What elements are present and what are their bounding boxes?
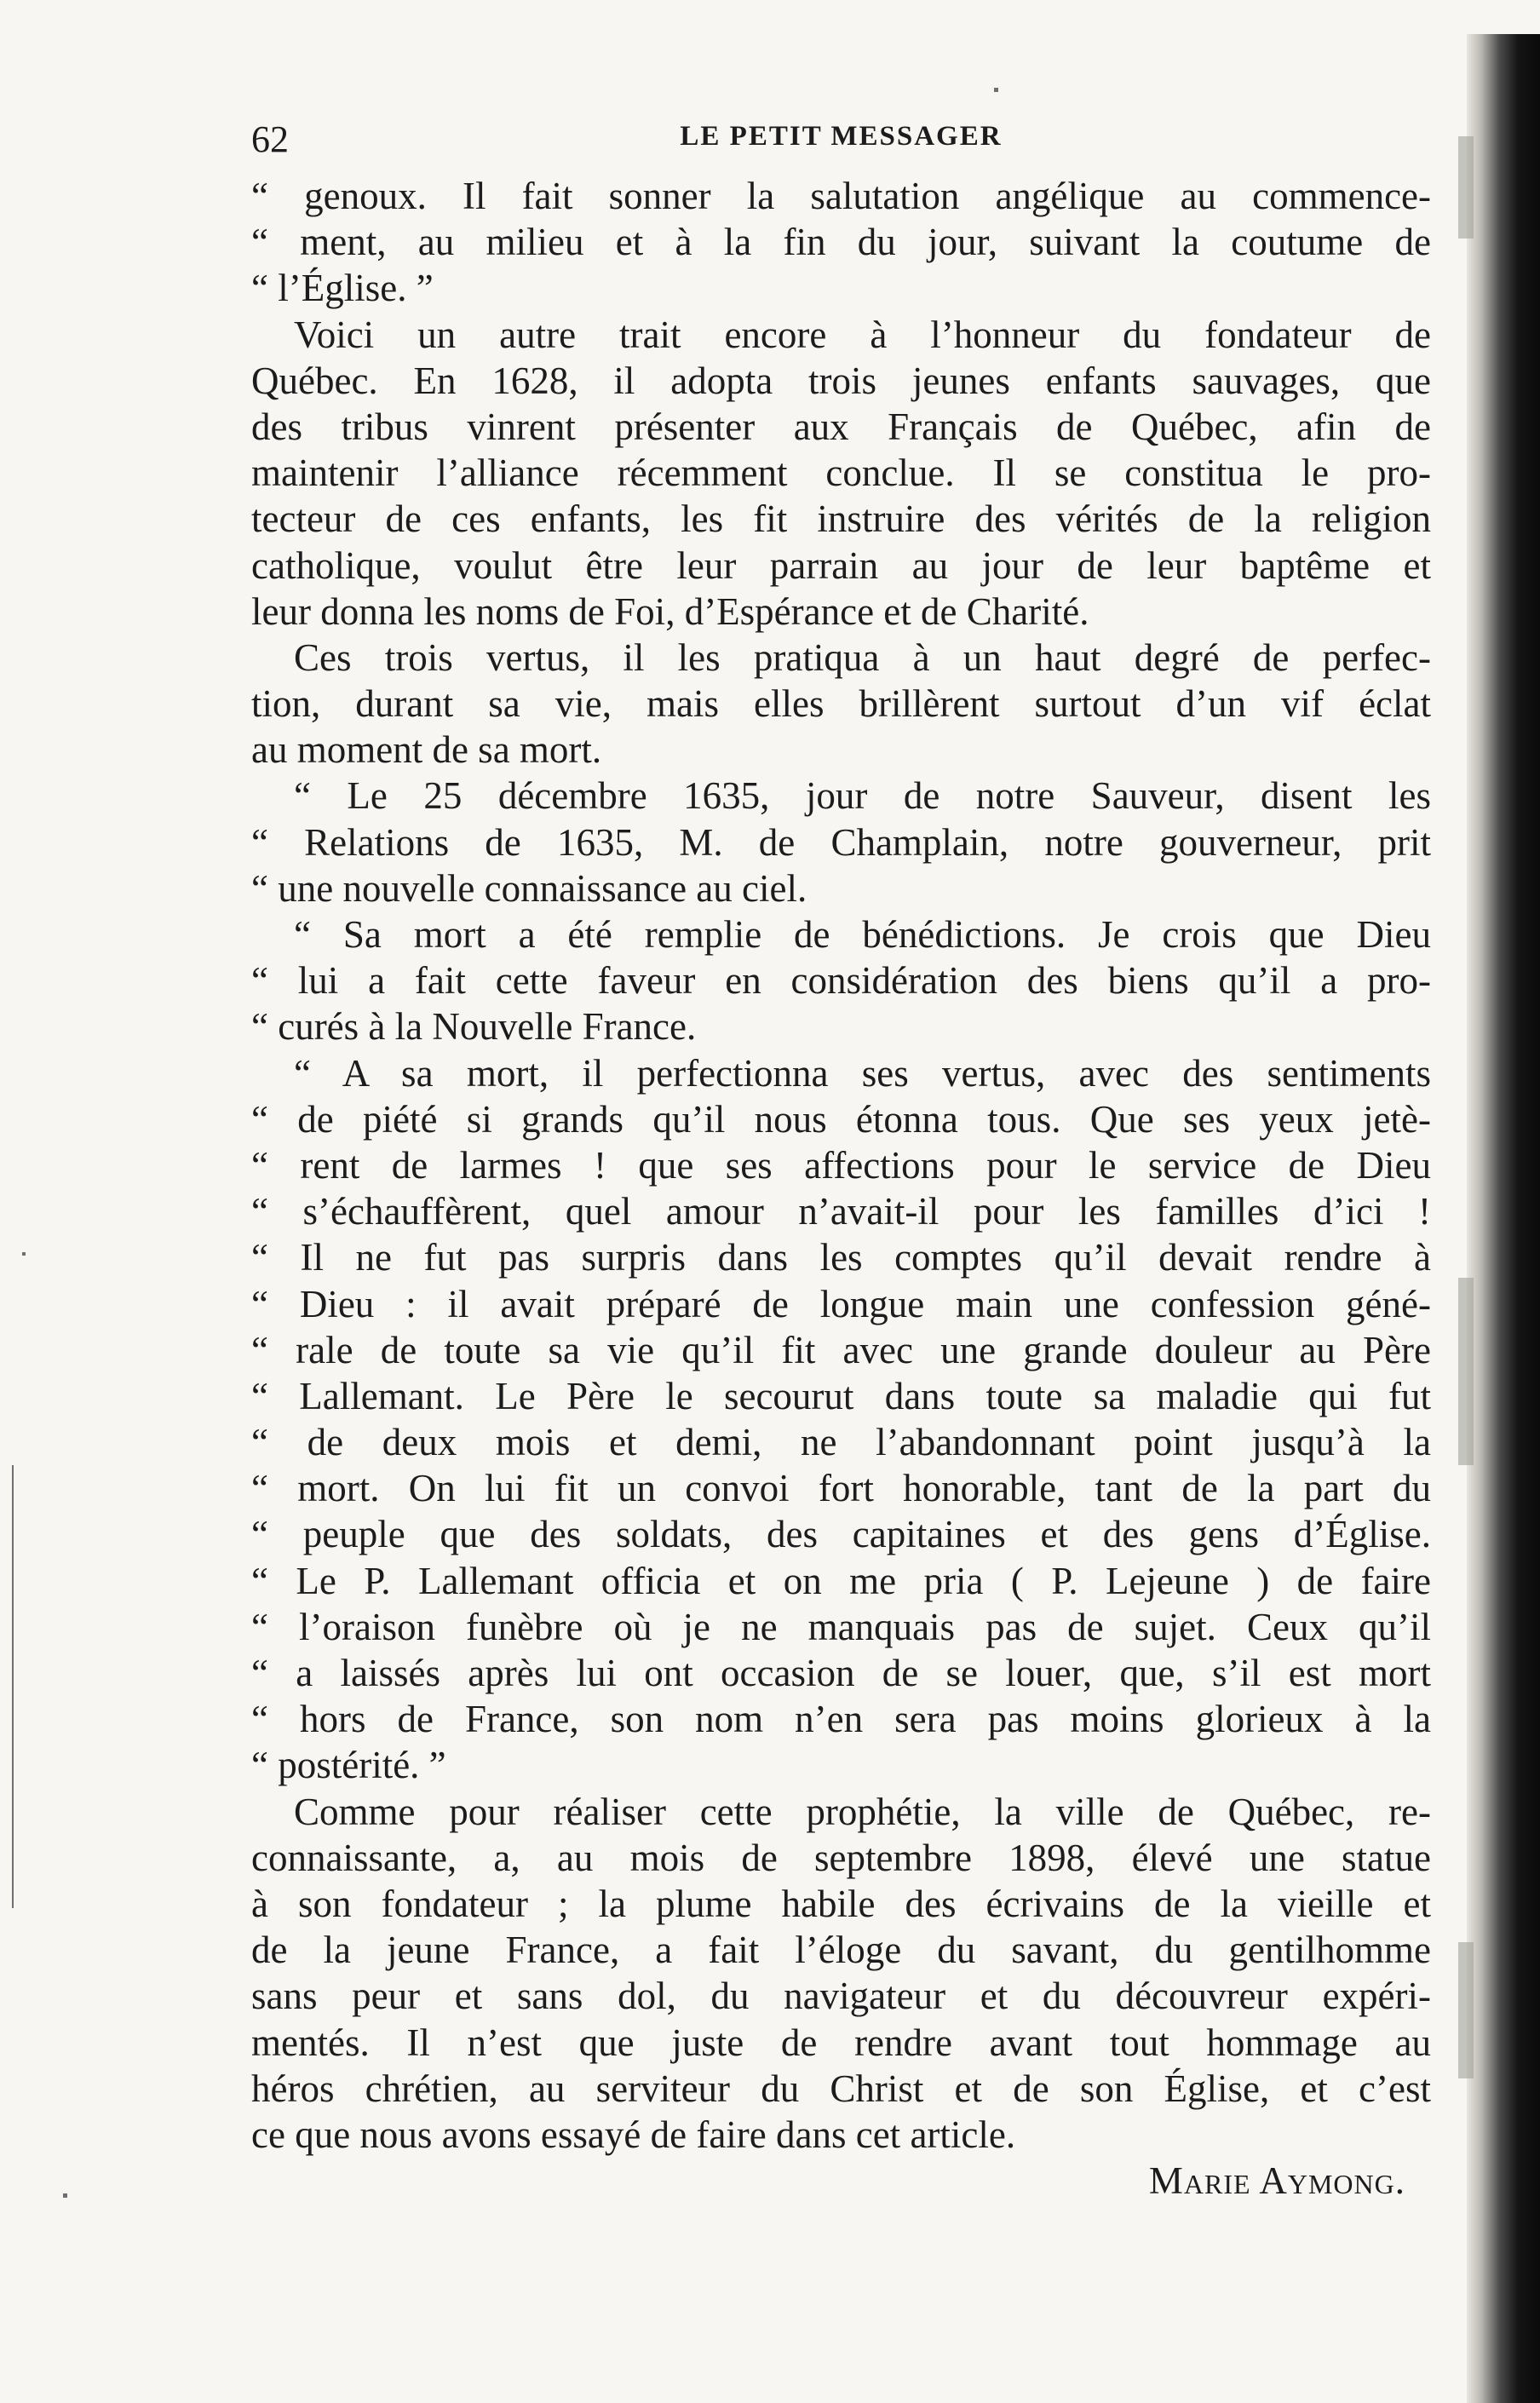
text-line-32: “ l’oraison funèbre où je ne manquais pas de sujet. Ceux qu’il <box>251 1605 1431 1648</box>
text-line-26: “ rale de toute sa vie qu’il fit avec une grande douleur au Père <box>251 1328 1431 1371</box>
text-line-16: “ une nouvelle connaissance au ciel. <box>251 866 807 910</box>
text-line-23: “ s’échauffèrent, quel amour n’avait-il pour les familles d’ici ! <box>251 1190 1431 1233</box>
margin-mark <box>22 1252 26 1256</box>
text-line-7: maintenir l’alliance récemment conclue. Il se constitua le pro- <box>251 451 1431 495</box>
text-line-8: tecteur de ces enfants, les fit instruire des vérités de la religion <box>251 497 1431 541</box>
text-line-17: “ Sa mort a été remplie de bénédictions. Je crois que Dieu <box>294 913 1431 956</box>
text-line-31: “ Le P. Lallemant officia et on me pria ( P. Lejeune ) de faire <box>251 1559 1431 1602</box>
text-line-25: “ Dieu : il avait préparé de longue main une confession géné- <box>251 1282 1431 1325</box>
margin-mark <box>994 88 998 92</box>
running-title: LE PETIT MESSAGER <box>680 121 1003 152</box>
edge-speck <box>1458 136 1474 239</box>
text-line-13: au moment de sa mort. <box>251 728 602 772</box>
text-line-2: “ ment, au milieu et à la fin du jour, suivant la coutume de <box>251 221 1431 264</box>
text-line-36: Comme pour réaliser cette prophétie, la ville de Québec, re- <box>294 1790 1431 1833</box>
text-line-40: sans peur et sans dol, du navigateur et du découvreur expéri- <box>251 1975 1431 2018</box>
text-line-22: “ rent de larmes ! que ses affections pour le service de Dieu <box>251 1143 1431 1187</box>
text-line-6: des tribus vinrent présenter aux Français de Québec, afin de <box>251 405 1431 448</box>
page-header <box>251 118 1431 160</box>
body-text <box>251 173 1431 2204</box>
margin-mark <box>63 2193 67 2198</box>
text-line-42: héros chrétien, au serviteur du Christ et de son Église, et c’est <box>251 2067 1431 2110</box>
text-line-33: “ a laissés après lui ont occasion de se louer, que, s’il est mort <box>251 1652 1431 1694</box>
text-line-35: “ postérité. ” <box>251 1744 446 1787</box>
text-line-28: “ de deux mois et demi, ne l’abandonnant point jusqu’à la <box>251 1421 1431 1464</box>
edge-speck <box>1458 1942 1474 2078</box>
text-line-24: “ Il ne fut pas surpris dans les comptes qu’il devait rendre à <box>251 1236 1431 1279</box>
text-line-12: tion, durant sa vie, mais elles brillèrent surtout d’un vif éclat <box>251 682 1431 726</box>
page-edge-shadow <box>1467 34 1540 2403</box>
text-line-14: “ Le 25 décembre 1635, jour de notre Sauveur, disent les <box>294 774 1431 818</box>
margin-mark <box>12 1465 14 1908</box>
text-line-11: Ces trois vertus, il les pratiqua à un haut degré de perfec- <box>294 635 1431 679</box>
text-line-15: “ Relations de 1635, M. de Champlain, notre gouverneur, prit <box>251 820 1431 864</box>
text-line-37: connaissante, a, au mois de septembre 1898, élevé une statue <box>251 1836 1431 1879</box>
text-line-19: “ curés à la Nouvelle France. <box>251 1005 697 1049</box>
text-line-20: “ A sa mort, il perfectionna ses vertus, avec des sentiments <box>294 1051 1431 1095</box>
text-line-18: “ lui a fait cette faveur en considération des biens qu’il a pro- <box>251 959 1431 1003</box>
text-line-21: “ de piété si grands qu’il nous étonna tous. Que ses yeux jetè- <box>251 1097 1431 1141</box>
text-line-5: Québec. En 1628, il adopta trois jeunes enfants sauvages, que <box>251 359 1431 402</box>
text-line-9: catholique, voulut être leur parrain au jour de leur baptême et <box>251 543 1431 587</box>
text-line-29: “ mort. On lui fit un convoi fort honorable, tant de la part du <box>251 1467 1431 1510</box>
text-line-10: leur donna les noms de Foi, d’Espérance et de Charité. <box>251 589 1089 633</box>
page-number: 62 <box>251 118 289 160</box>
text-line-3: “ l’Église. ” <box>251 267 434 310</box>
text-line-39: de la jeune France, a fait l’éloge du savant, du gentilhomme <box>251 1929 1431 1972</box>
edge-speck <box>1458 1278 1474 1465</box>
text-line-27: “ Lallemant. Le Père le secourut dans toute sa maladie qui fut <box>251 1374 1431 1417</box>
author-signature: Marie Aymong. <box>1148 2159 1405 2203</box>
text-line-41: mentés. Il n’est que juste de rendre avant tout hommage au <box>251 2021 1431 2064</box>
text-line-38: à son fondateur ; la plume habile des écrivains de la vieille et <box>251 1882 1431 1925</box>
text-line-4: Voici un autre trait encore à l’honneur du fondateur de <box>294 313 1431 356</box>
text-line-1: “ genoux. Il fait sonner la salutation angélique au commence- <box>251 175 1431 217</box>
text-line-34: “ hors de France, son nom n’en sera pas moins glorieux à la <box>251 1698 1431 1741</box>
text-line-30: “ peuple que des soldats, des capitaines et des gens d’Église. <box>251 1513 1431 1556</box>
text-line-43: ce que nous avons essayé de faire dans cet article. <box>251 2113 1016 2156</box>
